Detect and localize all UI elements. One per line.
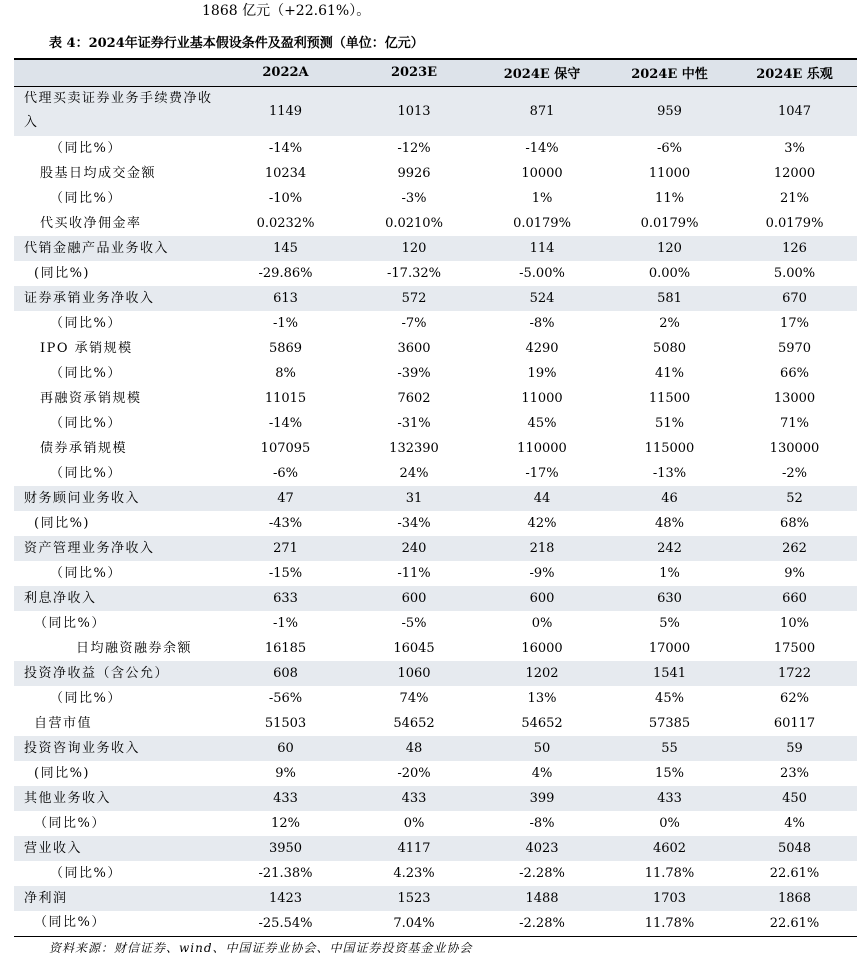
- row-value: 16045: [393, 641, 435, 656]
- row-value: -31%: [397, 416, 431, 431]
- row-value: 630: [657, 591, 682, 606]
- row-value: 17%: [780, 316, 809, 331]
- row-value: 600: [529, 591, 555, 606]
- row-value: -14%: [268, 416, 303, 431]
- row-value: 107095: [260, 441, 311, 456]
- table-row: [14, 186, 857, 211]
- row-value: 1%: [659, 566, 680, 581]
- table-row: [14, 911, 857, 936]
- row-value: 51%: [655, 416, 684, 431]
- row-value: 3600: [397, 341, 431, 356]
- row-value: 16185: [264, 641, 307, 656]
- row-value: 8%: [275, 366, 296, 381]
- row-value: 262: [782, 541, 807, 556]
- row-value: 52: [786, 491, 803, 506]
- row-value: 9%: [784, 566, 805, 581]
- row-value: 60: [277, 741, 294, 756]
- row-value: 271: [273, 541, 298, 556]
- row-value: -2.28%: [519, 866, 565, 881]
- row-value: 66%: [780, 366, 809, 381]
- table-body: [14, 86, 857, 936]
- row-value: 399: [529, 791, 555, 806]
- row-label: （同比%）: [50, 315, 122, 331]
- table-row: [14, 461, 857, 486]
- table-row: [14, 261, 857, 286]
- row-value: 17500: [773, 641, 816, 656]
- row-value: 13%: [527, 691, 557, 706]
- row-label: 资产管理业务净收入: [24, 540, 155, 556]
- row-value: 71%: [780, 416, 809, 431]
- row-value: 4%: [531, 766, 553, 781]
- table-row: [14, 786, 857, 811]
- table-row: [14, 336, 857, 361]
- row-value: 50: [533, 741, 551, 756]
- table-row: [14, 586, 857, 611]
- row-label: （同比%）: [50, 565, 122, 581]
- row-value: 0.0179%: [765, 216, 824, 231]
- row-value: 31: [405, 491, 423, 506]
- row-value: 23%: [780, 766, 809, 781]
- row-value: 62%: [780, 691, 809, 706]
- row-value: 1149: [268, 103, 303, 119]
- row-value: 54652: [521, 716, 563, 731]
- table-row: [14, 536, 857, 561]
- row-value: 3950: [268, 841, 303, 856]
- header-2022a: 2022A: [262, 65, 309, 81]
- row-value: 0.0179%: [640, 216, 699, 231]
- row-label: 利息净收入: [24, 590, 97, 606]
- row-value: 5970: [777, 341, 812, 356]
- row-value: 11.78%: [644, 915, 695, 931]
- table-header-row: [14, 59, 857, 86]
- row-value: 45%: [655, 691, 684, 706]
- row-label: 债券承销规模: [40, 440, 128, 456]
- row-value: 145: [273, 241, 298, 256]
- table-row: [14, 361, 857, 386]
- row-value: 240: [401, 541, 427, 556]
- forecast-table-container: [14, 58, 857, 937]
- row-value: 5%: [659, 616, 680, 631]
- row-label: 营业收入: [24, 840, 83, 856]
- table-row: [14, 161, 857, 186]
- row-label: (同比%): [34, 515, 90, 531]
- row-label: 财务顾问业务收入: [24, 490, 141, 506]
- row-value: -8%: [529, 816, 555, 831]
- table-row: [14, 886, 857, 911]
- row-value: 57385: [648, 716, 691, 731]
- row-label: 代理买卖证券业务手续费净收入: [24, 91, 213, 131]
- table-row: [14, 611, 857, 636]
- row-value: 0%: [403, 816, 425, 831]
- row-value: 4%: [784, 816, 805, 831]
- row-value: 115000: [644, 441, 695, 456]
- table-row: [14, 711, 857, 736]
- row-value: 48: [405, 741, 423, 756]
- row-value: 613: [273, 291, 298, 306]
- row-value: 0%: [531, 616, 553, 631]
- row-value: -6%: [272, 466, 299, 481]
- row-value: 7.04%: [393, 915, 435, 931]
- row-label: 证券承销业务净收入: [24, 290, 155, 306]
- table-row: [14, 236, 857, 261]
- row-value: 10%: [780, 616, 809, 631]
- row-value: 9%: [275, 766, 296, 781]
- row-value: -17.32%: [387, 266, 441, 281]
- row-label: 投资咨询业务收入: [24, 740, 141, 756]
- row-value: 1423: [268, 891, 303, 906]
- row-value: 21%: [780, 191, 809, 206]
- table-row: [14, 836, 857, 861]
- row-value: 22.61%: [769, 915, 820, 931]
- row-value: 120: [401, 241, 427, 256]
- row-value: -9%: [529, 566, 555, 581]
- row-value: 9926: [397, 166, 431, 181]
- row-value: 1541: [652, 666, 687, 681]
- row-value: 218: [529, 541, 555, 556]
- table-row: [14, 661, 857, 686]
- row-value: 120: [657, 241, 682, 256]
- row-label: 日均融资融券余额: [76, 640, 193, 656]
- table-row: [14, 686, 857, 711]
- row-value: 1868: [777, 891, 812, 906]
- row-value: 5080: [652, 341, 687, 356]
- row-value: 1523: [397, 891, 431, 906]
- row-value: 10000: [521, 166, 563, 181]
- row-value: 1%: [531, 191, 553, 206]
- table-row: [14, 736, 857, 761]
- row-value: 4602: [652, 841, 687, 856]
- row-value: 45%: [527, 416, 557, 431]
- row-value: 0.00%: [648, 266, 691, 281]
- row-label: 代销金融产品业务收入: [24, 240, 170, 256]
- table-row: [14, 811, 857, 836]
- header-2024e-neutral: 2024E 中性: [631, 67, 708, 83]
- row-value: 11015: [264, 391, 307, 406]
- table-row: [14, 311, 857, 336]
- row-value: -7%: [401, 316, 427, 331]
- header-2024e-optimistic: 2024E 乐观: [756, 67, 833, 83]
- row-value: 1722: [777, 666, 812, 681]
- row-value: 17000: [648, 641, 691, 656]
- row-value: 12000: [773, 166, 816, 181]
- row-value: 132390: [389, 441, 439, 456]
- row-value: 68%: [780, 516, 809, 531]
- row-value: 41%: [655, 366, 684, 381]
- header-2024e-conservative: 2024E 保守: [503, 67, 581, 83]
- row-value: 55: [661, 741, 678, 756]
- source-note: 资料来源：财信证券、wind、中国证券业协会、中国证券投资基金业协会: [49, 941, 473, 955]
- row-value: 12%: [271, 816, 300, 831]
- row-value: 959: [657, 103, 682, 119]
- row-value: 1013: [397, 103, 431, 119]
- row-label: （同比%）: [50, 365, 122, 381]
- table-row: [14, 511, 857, 536]
- row-value: -25.54%: [258, 915, 313, 931]
- table-row: [14, 561, 857, 586]
- row-label: IPO 承销规模: [40, 340, 133, 356]
- row-value: 10234: [264, 166, 307, 181]
- row-value: 11500: [648, 391, 691, 406]
- row-value: 608: [273, 666, 298, 681]
- row-value: 7602: [397, 391, 431, 406]
- row-value: 633: [273, 591, 298, 606]
- row-value: 1047: [777, 103, 812, 119]
- row-label: （同比%）: [34, 815, 106, 831]
- row-value: 11000: [648, 166, 691, 181]
- row-value: -14%: [525, 141, 559, 156]
- row-label: （同比%）: [50, 465, 122, 481]
- row-label: （同比%）: [50, 140, 122, 156]
- row-value: -1%: [272, 616, 299, 631]
- row-value: 242: [657, 541, 682, 556]
- row-value: 51503: [264, 716, 307, 731]
- row-value: -20%: [397, 766, 431, 781]
- row-label: （同比%）: [50, 865, 122, 881]
- row-value: 48%: [655, 516, 684, 531]
- row-value: 11%: [655, 191, 684, 206]
- row-value: 1488: [525, 891, 559, 906]
- row-label: （同比%）: [50, 190, 122, 206]
- table-row: [14, 761, 857, 786]
- row-value: 450: [782, 791, 807, 806]
- row-value: -39%: [397, 366, 431, 381]
- row-label: （同比%）: [34, 615, 106, 631]
- row-value: 19%: [527, 366, 557, 381]
- row-value: -21.38%: [258, 866, 313, 881]
- row-label: (同比%): [34, 765, 90, 781]
- row-label: （同比%）: [50, 415, 122, 431]
- row-value: -17%: [525, 466, 559, 481]
- row-label: （同比%）: [50, 690, 122, 706]
- row-value: 114: [529, 241, 555, 256]
- row-value: 0.0210%: [385, 216, 443, 231]
- row-label: 再融资承销规模: [40, 390, 142, 406]
- row-value: -12%: [397, 141, 431, 156]
- table-row: [14, 636, 857, 661]
- row-label: （同比%）: [34, 915, 106, 931]
- row-value: 47: [277, 491, 294, 506]
- row-value: 670: [782, 291, 807, 306]
- row-value: 60117: [773, 716, 816, 731]
- row-value: -11%: [397, 566, 431, 581]
- row-value: 4117: [397, 841, 431, 856]
- row-value: 0%: [659, 816, 680, 831]
- row-value: -29.86%: [258, 266, 313, 281]
- row-value: 22.61%: [769, 866, 820, 881]
- row-value: 600: [401, 591, 427, 606]
- row-label: (同比%): [34, 265, 90, 281]
- row-label: 净利润: [24, 890, 68, 906]
- row-value: 0.0179%: [513, 216, 571, 231]
- row-label: 投资净收益（含公允）: [24, 665, 170, 681]
- row-value: 433: [401, 791, 427, 806]
- row-value: -14%: [268, 141, 303, 156]
- header-2023e: 2023E: [390, 65, 438, 81]
- row-label: 其他业务收入: [24, 790, 112, 806]
- row-label: 自营市值: [34, 715, 93, 731]
- row-value: 5.00%: [773, 266, 816, 281]
- header-label: [14, 59, 220, 86]
- row-value: 11000: [521, 391, 563, 406]
- row-value: 15%: [655, 766, 684, 781]
- row-value: 5048: [777, 841, 812, 856]
- table-row: [14, 286, 857, 311]
- row-value: 1703: [652, 891, 687, 906]
- forecast-table: [14, 58, 857, 937]
- table-row: [14, 386, 857, 411]
- table-row: [14, 86, 857, 136]
- row-value: 433: [657, 791, 682, 806]
- row-value: 42%: [527, 516, 557, 531]
- table-row: [14, 136, 857, 161]
- table-row: [14, 436, 857, 461]
- table-row: [14, 486, 857, 511]
- row-value: -5.00%: [519, 266, 565, 281]
- row-value: 660: [782, 591, 807, 606]
- row-value: 572: [401, 291, 427, 306]
- row-value: 16000: [521, 641, 563, 656]
- row-value: 4023: [525, 841, 559, 856]
- row-value: 110000: [517, 441, 567, 456]
- row-value: 2%: [659, 316, 680, 331]
- row-value: -8%: [529, 316, 555, 331]
- row-value: -1%: [272, 316, 299, 331]
- row-value: -56%: [268, 691, 303, 706]
- row-value: 0.0232%: [256, 216, 315, 231]
- row-value: -13%: [652, 466, 687, 481]
- row-value: 524: [529, 291, 555, 306]
- row-value: 871: [529, 103, 555, 119]
- row-value: 5869: [268, 341, 303, 356]
- row-value: -43%: [268, 516, 303, 531]
- row-value: -2.28%: [519, 915, 565, 931]
- table-row: [14, 411, 857, 436]
- table-caption: 表 4：2024年证券行业基本假设条件及盈利预测（单位：亿元）: [49, 36, 424, 51]
- row-value: 59: [786, 741, 803, 756]
- row-value: 4.23%: [393, 866, 435, 881]
- row-value: 74%: [399, 691, 429, 706]
- row-value: -6%: [656, 141, 683, 156]
- row-value: 1202: [525, 666, 559, 681]
- intro-text: 1868 亿元（+22.61%）。: [202, 3, 371, 19]
- row-value: 433: [273, 791, 298, 806]
- row-value: -34%: [397, 516, 431, 531]
- row-value: 126: [782, 241, 807, 256]
- row-value: 130000: [769, 441, 820, 456]
- row-value: 24%: [399, 466, 429, 481]
- row-value: -3%: [401, 191, 427, 206]
- row-value: -15%: [268, 566, 303, 581]
- table-row: [14, 211, 857, 236]
- row-value: -5%: [401, 616, 427, 631]
- row-value: 4290: [525, 341, 559, 356]
- row-value: 44: [533, 491, 551, 506]
- row-value: -10%: [268, 191, 303, 206]
- row-value: 3%: [784, 141, 805, 156]
- row-label: 股基日均成交金额: [40, 165, 157, 181]
- table-row: [14, 861, 857, 886]
- row-value: 581: [657, 291, 682, 306]
- row-value: -2%: [781, 466, 808, 481]
- row-label: 代买收净佣金率: [40, 215, 142, 231]
- row-value: 1060: [397, 666, 431, 681]
- row-value: 46: [661, 491, 678, 506]
- row-value: 11.78%: [644, 866, 695, 881]
- row-value: 54652: [393, 716, 435, 731]
- row-value: 13000: [773, 391, 816, 406]
